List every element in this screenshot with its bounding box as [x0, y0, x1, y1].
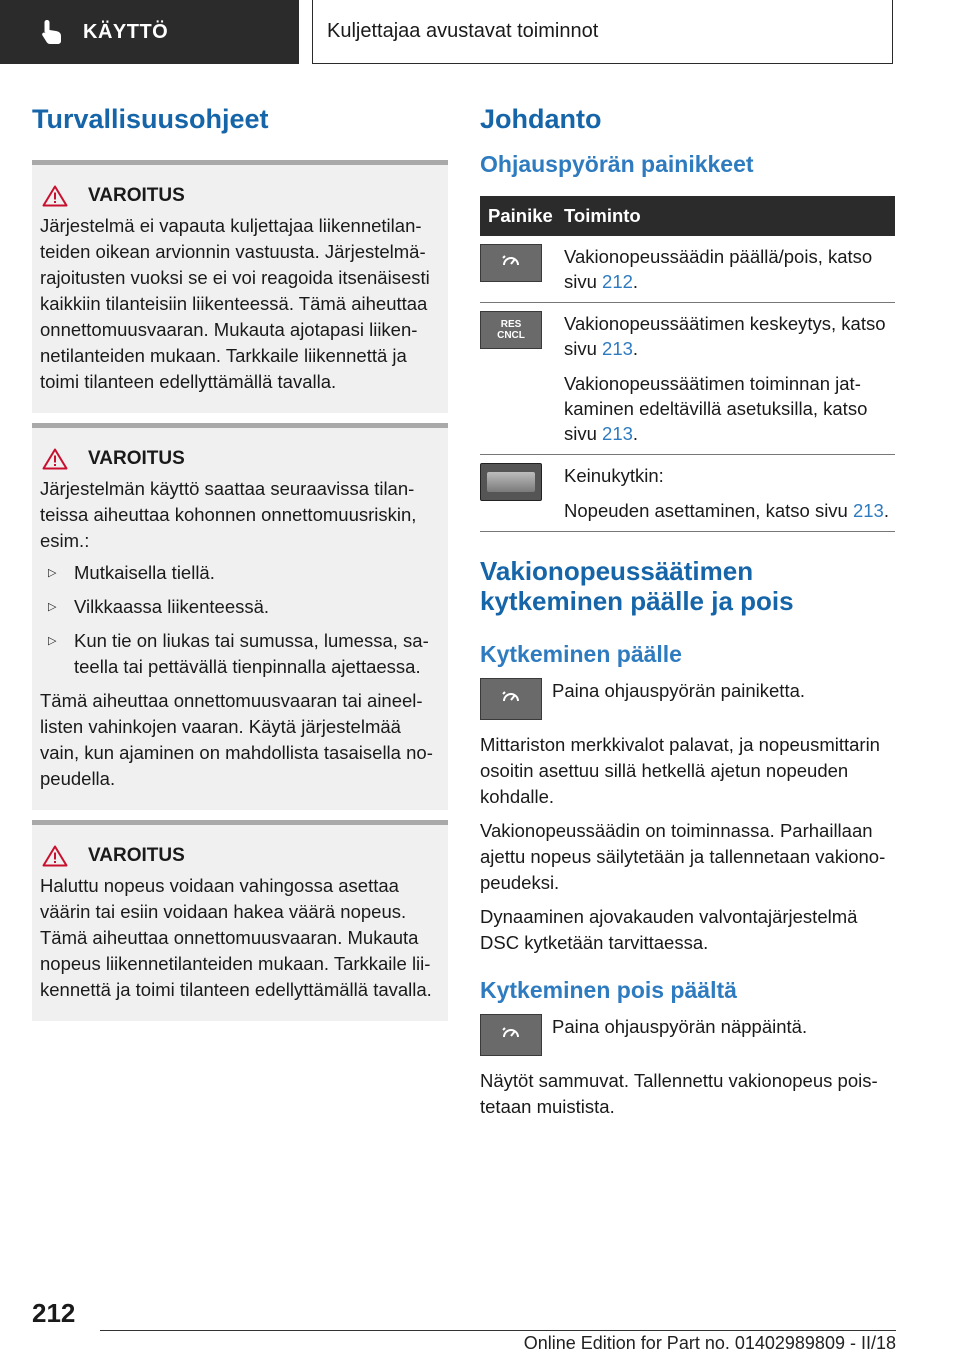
- footer-divider: [100, 1330, 896, 1331]
- list-item: ▷ Mutkaisella tiellä.: [40, 560, 440, 586]
- switch-on-heading: Kytkeminen päälle: [480, 641, 682, 667]
- list-item: ▷ Vilkkaassa liikenteessä.: [40, 594, 440, 620]
- page-link[interactable]: 213: [602, 338, 633, 359]
- intro-title: Johdanto: [480, 104, 602, 134]
- bullet-triangle-icon: ▷: [48, 567, 57, 579]
- section-tab: [0, 0, 299, 64]
- switch-off-heading: Kytkeminen pois päältä: [480, 977, 737, 1003]
- table-cell-text: Vakionopeussäätimen toiminnan jatkaminen edeltävillä asetuksilla, katso sivu 213.: [564, 373, 868, 444]
- left-column: [32, 100, 448, 1021]
- warning-icon: [42, 845, 68, 867]
- switch-off-instruction: Paina ohjauspyörän näppäintä.: [480, 1014, 895, 1056]
- warning-intro: Järjestelmän käyttö saattaa seuraavissa tilanteissa aiheuttaa kohonnen onnettomuusriskin, esim.:: [40, 478, 417, 551]
- warning-box-3: [32, 820, 448, 1021]
- safety-title: Turvallisuusohjeet: [32, 104, 269, 134]
- warning-label: VAROITUS: [88, 845, 185, 866]
- switch-on-instruction: Paina ohjauspyörän painiketta.: [480, 678, 895, 720]
- cruise-control-icon: [480, 244, 542, 282]
- table-cell-text: Nopeuden asettaminen, katso sivu 213.: [564, 500, 889, 521]
- warning-box-2: [32, 423, 448, 810]
- list-item: ▷ Kun tie on liukas tai sumussa, lumessa, sateella tai pettävällä tienpinnalla ajettaessa.: [40, 628, 440, 680]
- paragraph: Näytöt sammuvat. Tallennettu vakionopeus poistetaan muistista.: [480, 1070, 878, 1117]
- page-link[interactable]: 212: [602, 271, 633, 292]
- table-row: [480, 303, 895, 455]
- right-column: [480, 100, 895, 1120]
- warning-icon: [42, 448, 68, 470]
- warning-text: Järjestelmä ei vapauta kuljettajaa liikennetilanteiden oikean arvionnin vastuusta. Järjestelmärajoitusten vuoksi se ei voi reagoida itsenäisesti kaikkiin tilanteisiin liikenteessä. Tämä aiheuttaa onnettomuusvaaran. Mukauta ajotapasi liikennetilanteiden mukaan. Tarkkaile liikennettä ja toimi tilanteen edellyttämällä tavalla.: [40, 215, 430, 392]
- page-link[interactable]: 213: [852, 500, 884, 521]
- bullet-triangle-icon: ▷: [48, 601, 57, 613]
- bullet-triangle-icon: ▷: [48, 635, 57, 647]
- table-cell-text: Vakionopeussäädin päällä/pois, katso sivu 212.: [564, 246, 873, 292]
- paragraph: Mittariston merkkivalot palavat, ja nopeusmittarin osoitin asettuu sillä hetkellä ajetun nopeuden kohdalle.: [480, 734, 880, 807]
- warning-label: VAROITUS: [88, 448, 185, 469]
- section-label: KÄYTTÖ: [83, 20, 169, 43]
- warning-label: VAROITUS: [88, 185, 185, 206]
- warning-icon: [42, 185, 68, 207]
- table-header-button: Painike: [480, 196, 556, 236]
- page-link[interactable]: 213: [602, 423, 633, 444]
- table-row: [480, 455, 895, 532]
- table-header-function: Toiminto: [556, 196, 895, 236]
- res-cncl-button-icon: RES CNCL: [480, 311, 542, 349]
- page-number: 212: [32, 1298, 76, 1328]
- paragraph: Vakionopeussäädin on toiminnassa. Parhaillaan ajettu nopeus säilytetään ja tallennetaan vakionopeudeksi.: [480, 820, 886, 893]
- warning-box-1: [32, 160, 448, 413]
- table-cell-text: Keinukytkin:: [564, 465, 664, 486]
- cruise-control-icon: [480, 678, 542, 720]
- table-row: [480, 236, 895, 303]
- cruise-control-icon: [480, 1014, 542, 1056]
- paragraph: Dynaaminen ajovakauden valvontajärjestelmä DSC kytketään tarvittaessa.: [480, 906, 858, 953]
- warning-list: [40, 560, 440, 680]
- table-cell-text: Vakionopeussäätimen keskeytys, katso sivu 213.: [564, 313, 886, 359]
- cruise-onoff-heading: Vakionopeussäätimen kytkeminen päälle ja pois: [480, 556, 794, 616]
- warning-text: Haluttu nopeus voidaan vahingossa asettaa väärin tai esiin voidaan hakea väärä nopeus. Tämä aiheuttaa onnettomuusvaaran. Mukauta nopeus liikennetilanteiden mukaan. Tarkkaile liikennettä ja toimi tilanteen edellyttämällä tavalla.: [40, 875, 432, 1000]
- chapter-title: Kuljettajaa avustavat toiminnot: [312, 0, 893, 64]
- rocker-switch-icon: [480, 463, 542, 501]
- edition-note: Online Edition for Part no. 01402989809 - II/18: [523, 1333, 896, 1353]
- hand-pointer-icon: [41, 19, 63, 45]
- steering-buttons-heading: Ohjauspyörän painikkeet: [480, 151, 754, 177]
- warning-outro: Tämä aiheuttaa onnettomuusvaaran tai aineellisten vahinkojen vaaran. Käytä järjestelmää vain, kun ajaminen on mahdollista tasaisella nopeudella.: [40, 690, 433, 789]
- buttons-table: [480, 196, 895, 532]
